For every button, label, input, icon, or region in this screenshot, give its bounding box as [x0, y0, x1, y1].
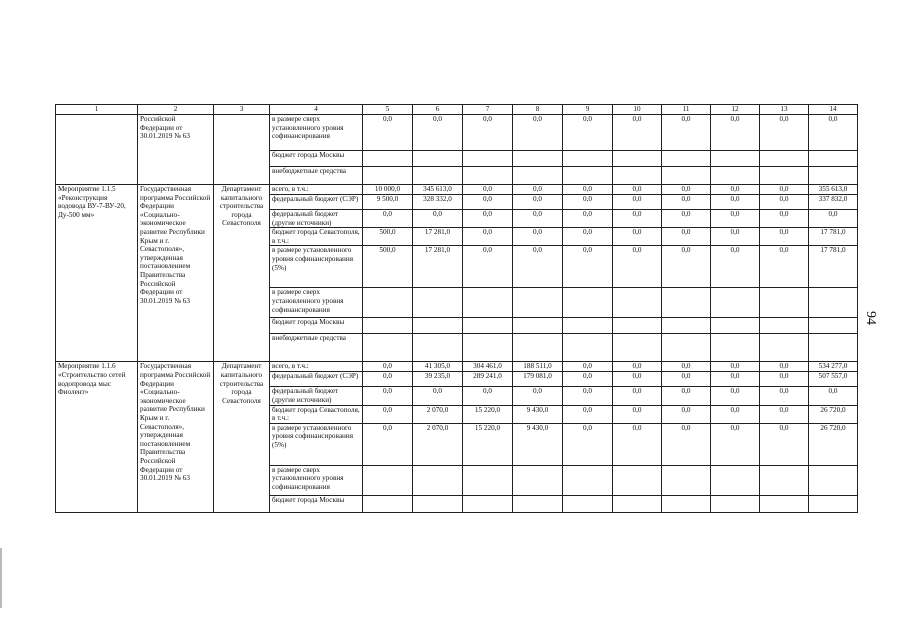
value-cell: 0,0	[809, 387, 858, 405]
value-cell: 534 277,0	[809, 362, 858, 372]
value-cell: 0,0	[662, 210, 711, 228]
value-cell	[809, 288, 858, 318]
scan-edge-mark	[0, 548, 2, 608]
program-name: Государственная программа Российской Федерации «Социально-экономическое развитие Республики Крым и г. Севастополя», утвержденная постановлением Правительства Российской Федерации от 30.01.2019 № 63	[138, 185, 214, 362]
value-cell	[363, 465, 413, 495]
value-cell	[463, 334, 513, 362]
value-cell	[760, 151, 809, 167]
row-label: в размере сверх установленного уровня софинансирования	[270, 115, 363, 151]
program-name: Государственная программа Российской Федерации «Социально-экономическое развитие Республики Крым и г. Севастополя», утвержденная постановлением Правительства Российской Федерации от 30.01.2019 № 63	[138, 362, 214, 512]
value-cell	[563, 465, 613, 495]
value-cell: 0,0	[711, 387, 760, 405]
value-cell: 0,0	[563, 246, 613, 288]
value-cell: 0,0	[513, 228, 563, 246]
value-cell: 507 557,0	[809, 372, 858, 387]
row-label: бюджет города Севастополя, в т.ч.:	[270, 405, 363, 423]
value-cell	[662, 151, 711, 167]
value-cell	[413, 495, 463, 512]
value-cell	[809, 167, 858, 185]
value-cell: 0,0	[563, 185, 613, 195]
value-cell: 17 281,0	[413, 246, 463, 288]
value-cell: 26 720,0	[809, 405, 858, 423]
value-cell: 17 781,0	[809, 246, 858, 288]
col-header: 7	[463, 105, 513, 115]
value-cell: 0,0	[513, 195, 563, 210]
page-number: 94	[863, 311, 878, 325]
value-cell: 0,0	[662, 387, 711, 405]
row-label: всего, в т.ч.:	[270, 362, 363, 372]
value-cell: 500,0	[363, 246, 413, 288]
value-cell: 0,0	[413, 210, 463, 228]
value-cell	[809, 465, 858, 495]
value-cell: 345 613,0	[413, 185, 463, 195]
value-cell: 0,0	[760, 115, 809, 151]
value-cell: 0,0	[711, 405, 760, 423]
value-cell: 0,0	[513, 210, 563, 228]
value-cell	[413, 334, 463, 362]
value-cell: 0,0	[463, 210, 513, 228]
col-header: 5	[363, 105, 413, 115]
value-cell	[662, 495, 711, 512]
value-cell: 0,0	[711, 423, 760, 465]
value-cell: 0,0	[760, 405, 809, 423]
value-cell	[711, 465, 760, 495]
value-cell	[363, 495, 413, 512]
value-cell	[613, 465, 662, 495]
value-cell: 9 430,0	[513, 423, 563, 465]
value-cell: 0,0	[711, 210, 760, 228]
value-cell	[760, 495, 809, 512]
value-cell: 0,0	[760, 372, 809, 387]
value-cell: 0,0	[463, 185, 513, 195]
value-cell: 2 070,0	[413, 405, 463, 423]
header-row	[56, 105, 858, 115]
value-cell	[662, 465, 711, 495]
row-label: в размере установленного уровня софинансирования (5%)	[270, 246, 363, 288]
value-cell: 0,0	[760, 362, 809, 372]
budget-table	[55, 104, 858, 513]
value-cell: 0,0	[711, 246, 760, 288]
row-label: внебюджетные средства	[270, 167, 363, 185]
value-cell: 0,0	[563, 372, 613, 387]
value-cell	[463, 318, 513, 334]
value-cell: 0,0	[711, 372, 760, 387]
row-label: в размере сверх установленного уровня софинансирования	[270, 465, 363, 495]
col-header: 11	[662, 105, 711, 115]
department-name: Департамент капитального строительства города Севастополя	[214, 362, 270, 512]
table-body	[56, 115, 858, 513]
value-cell	[563, 167, 613, 185]
value-cell: 0,0	[760, 423, 809, 465]
col-header: 2	[138, 105, 214, 115]
value-cell	[363, 318, 413, 334]
value-cell: 0,0	[463, 387, 513, 405]
value-cell: 0,0	[363, 423, 413, 465]
value-cell: 0,0	[662, 115, 711, 151]
value-cell	[563, 495, 613, 512]
value-cell	[363, 334, 413, 362]
value-cell: 15 220,0	[463, 405, 513, 423]
row-label: внебюджетные средства	[270, 334, 363, 362]
value-cell	[760, 334, 809, 362]
measure-name: Мероприятие 1.1.5 «Реконструкция водовода ВУ-7-ВУ-20, Ду-500 мм»	[56, 185, 138, 362]
value-cell	[563, 334, 613, 362]
value-cell: 0,0	[662, 228, 711, 246]
table-row	[56, 115, 858, 151]
value-cell: 0,0	[463, 115, 513, 151]
value-cell	[613, 495, 662, 512]
value-cell	[711, 318, 760, 334]
value-cell	[809, 151, 858, 167]
row-label: всего, в т.ч.:	[270, 185, 363, 195]
value-cell	[662, 318, 711, 334]
value-cell	[413, 288, 463, 318]
value-cell: 0,0	[613, 246, 662, 288]
value-cell	[513, 318, 563, 334]
value-cell: 0,0	[563, 228, 613, 246]
value-cell: 0,0	[563, 210, 613, 228]
value-cell: 0,0	[513, 115, 563, 151]
value-cell: 17 781,0	[809, 228, 858, 246]
value-cell: 0,0	[363, 387, 413, 405]
row-label: федеральный бюджет (другие источники)	[270, 387, 363, 405]
value-cell: 9 500,0	[363, 195, 413, 210]
value-cell: 0,0	[563, 387, 613, 405]
value-cell: 0,0	[563, 362, 613, 372]
value-cell: 0,0	[513, 185, 563, 195]
value-cell: 188 511,0	[513, 362, 563, 372]
value-cell: 0,0	[711, 115, 760, 151]
row-label: федеральный бюджет (СЭР)	[270, 372, 363, 387]
value-cell: 0,0	[563, 115, 613, 151]
value-cell: 0,0	[613, 387, 662, 405]
value-cell: 17 281,0	[413, 228, 463, 246]
value-cell	[563, 288, 613, 318]
value-cell: 179 081,0	[513, 372, 563, 387]
value-cell	[363, 167, 413, 185]
col-header: 12	[711, 105, 760, 115]
value-cell	[711, 288, 760, 318]
value-cell	[760, 288, 809, 318]
value-cell	[413, 167, 463, 185]
value-cell: 289 241,0	[463, 372, 513, 387]
value-cell: 328 332,0	[413, 195, 463, 210]
col-header: 8	[513, 105, 563, 115]
value-cell: 0,0	[413, 387, 463, 405]
value-cell	[809, 334, 858, 362]
value-cell: 0,0	[563, 405, 613, 423]
row-label: бюджет города Севастополя, в т.ч.:	[270, 228, 363, 246]
col-header: 9	[563, 105, 613, 115]
value-cell	[613, 288, 662, 318]
value-cell: 2 070,0	[413, 423, 463, 465]
value-cell: 10 000,0	[363, 185, 413, 195]
value-cell: 355 613,0	[809, 185, 858, 195]
value-cell	[760, 167, 809, 185]
value-cell: 0,0	[662, 405, 711, 423]
value-cell: 26 720,0	[809, 423, 858, 465]
row-label: в размере установленного уровня софинансирования (5%)	[270, 423, 363, 465]
value-cell	[513, 334, 563, 362]
value-cell: 15 220,0	[463, 423, 513, 465]
value-cell	[711, 495, 760, 512]
value-cell	[413, 151, 463, 167]
value-cell: 0,0	[513, 246, 563, 288]
value-cell: 0,0	[662, 423, 711, 465]
value-cell: 304 461,0	[463, 362, 513, 372]
value-cell: 0,0	[662, 362, 711, 372]
value-cell: 0,0	[662, 372, 711, 387]
value-cell: 0,0	[613, 115, 662, 151]
col-header: 4	[270, 105, 363, 115]
value-cell	[413, 318, 463, 334]
value-cell: 0,0	[463, 246, 513, 288]
value-cell	[413, 465, 463, 495]
value-cell	[613, 167, 662, 185]
value-cell	[463, 167, 513, 185]
value-cell: 0,0	[662, 246, 711, 288]
row-label: в размере сверх установленного уровня софинансирования	[270, 288, 363, 318]
department-name: Департамент капитального строительства города Севастополя	[214, 185, 270, 362]
value-cell	[613, 151, 662, 167]
value-cell: 0,0	[563, 423, 613, 465]
value-cell	[363, 151, 413, 167]
value-cell	[463, 465, 513, 495]
value-cell	[513, 167, 563, 185]
value-cell: 0,0	[809, 210, 858, 228]
value-cell: 0,0	[613, 185, 662, 195]
col-header: 3	[214, 105, 270, 115]
row-label: федеральный бюджет (другие источники)	[270, 210, 363, 228]
value-cell	[563, 151, 613, 167]
value-cell	[513, 465, 563, 495]
value-cell: 41 305,0	[413, 362, 463, 372]
program-cell: Российской Федерации от 30.01.2019 № 63	[138, 115, 214, 185]
value-cell: 0,0	[463, 195, 513, 210]
department-cell	[214, 115, 270, 185]
value-cell: 0,0	[662, 185, 711, 195]
value-cell: 0,0	[513, 387, 563, 405]
table-row	[56, 362, 858, 372]
value-cell: 0,0	[662, 195, 711, 210]
value-cell	[463, 288, 513, 318]
value-cell	[662, 334, 711, 362]
value-cell: 0,0	[613, 372, 662, 387]
col-header: 14	[809, 105, 858, 115]
value-cell: 0,0	[363, 115, 413, 151]
value-cell	[809, 495, 858, 512]
value-cell: 0,0	[613, 423, 662, 465]
value-cell	[613, 318, 662, 334]
value-cell: 0,0	[413, 115, 463, 151]
value-cell	[463, 495, 513, 512]
value-cell	[613, 334, 662, 362]
value-cell: 0,0	[363, 210, 413, 228]
value-cell: 0,0	[711, 228, 760, 246]
value-cell: 0,0	[760, 195, 809, 210]
row-label: бюджет города Москвы	[270, 495, 363, 512]
value-cell	[809, 318, 858, 334]
value-cell: 0,0	[363, 372, 413, 387]
value-cell: 0,0	[809, 115, 858, 151]
value-cell	[563, 318, 613, 334]
measure-name-cell	[56, 115, 138, 185]
value-cell: 0,0	[613, 210, 662, 228]
value-cell	[513, 151, 563, 167]
value-cell: 0,0	[363, 405, 413, 423]
value-cell: 0,0	[760, 228, 809, 246]
value-cell: 0,0	[760, 185, 809, 195]
value-cell	[513, 495, 563, 512]
row-label: бюджет города Москвы	[270, 151, 363, 167]
value-cell: 0,0	[563, 195, 613, 210]
value-cell	[760, 318, 809, 334]
value-cell: 0,0	[613, 228, 662, 246]
col-header: 10	[613, 105, 662, 115]
value-cell	[711, 167, 760, 185]
value-cell	[711, 334, 760, 362]
row-label: бюджет города Москвы	[270, 318, 363, 334]
value-cell: 0,0	[711, 185, 760, 195]
value-cell	[463, 151, 513, 167]
value-cell	[662, 167, 711, 185]
value-cell: 0,0	[613, 362, 662, 372]
measure-name: Мероприятие 1.1.6 «Строительство сетей водопровода мыс Фиолент»	[56, 362, 138, 512]
value-cell	[513, 288, 563, 318]
value-cell: 39 235,0	[413, 372, 463, 387]
table-row	[56, 185, 858, 195]
value-cell	[363, 288, 413, 318]
value-cell: 0,0	[363, 362, 413, 372]
value-cell: 500,0	[363, 228, 413, 246]
col-header: 1	[56, 105, 138, 115]
value-cell: 0,0	[760, 246, 809, 288]
col-header: 6	[413, 105, 463, 115]
value-cell: 0,0	[760, 210, 809, 228]
value-cell: 0,0	[711, 362, 760, 372]
value-cell: 0,0	[613, 195, 662, 210]
value-cell: 9 430,0	[513, 405, 563, 423]
value-cell	[760, 465, 809, 495]
value-cell: 0,0	[760, 387, 809, 405]
value-cell	[711, 151, 760, 167]
value-cell: 0,0	[711, 195, 760, 210]
col-header: 13	[760, 105, 809, 115]
value-cell	[662, 288, 711, 318]
value-cell: 0,0	[463, 228, 513, 246]
row-label: федеральный бюджет (СЭР)	[270, 195, 363, 210]
value-cell: 0,0	[613, 405, 662, 423]
value-cell: 337 832,0	[809, 195, 858, 210]
